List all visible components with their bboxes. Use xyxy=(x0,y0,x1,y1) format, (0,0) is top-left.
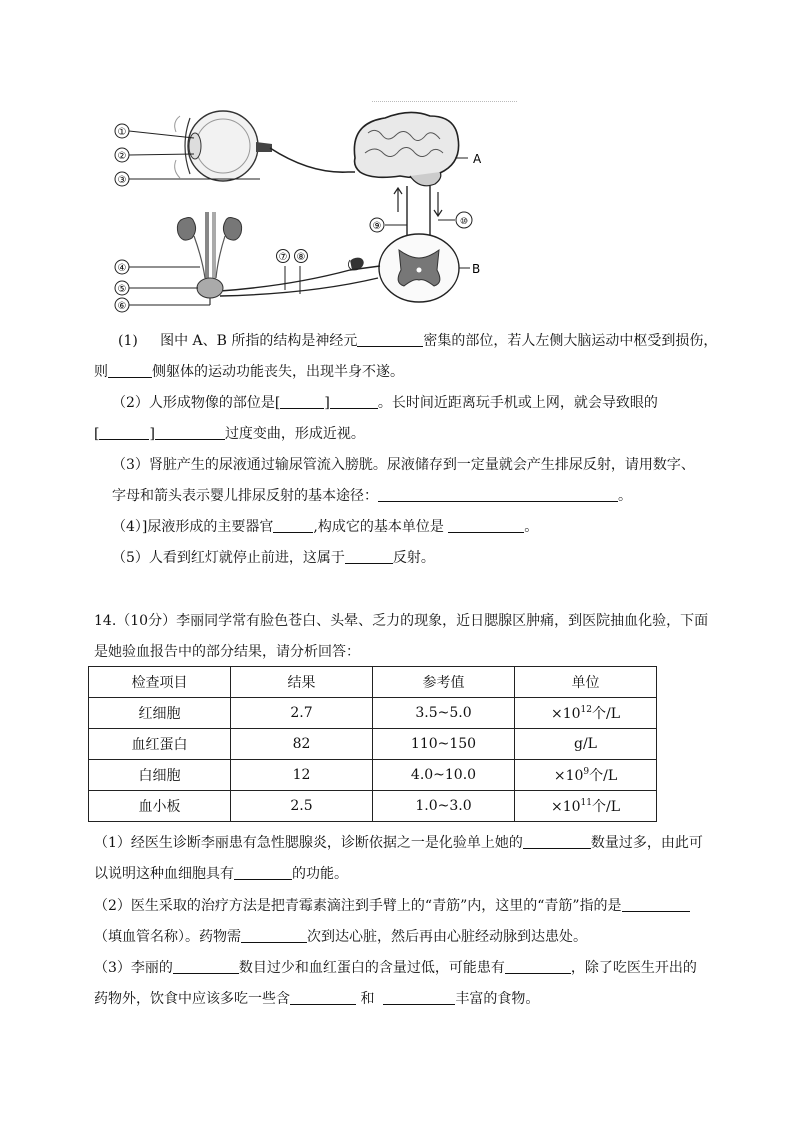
up-arrow-icon xyxy=(394,188,402,212)
q14-part2-line2: （填血管名称）。药物需 次到达心脏，然后再由心脏经动脉到达患处。 xyxy=(94,929,587,945)
unit-cell: g/L xyxy=(515,729,657,760)
answer-blank[interactable] xyxy=(273,517,313,533)
result-cell: 2.7 xyxy=(231,698,373,729)
answer-blank[interactable] xyxy=(173,958,239,974)
answer-blank[interactable] xyxy=(622,896,690,912)
label-2: ② xyxy=(117,151,127,162)
header-cell: 检查项目 xyxy=(89,667,231,698)
answer-blank[interactable] xyxy=(99,424,149,440)
reference-cell: 4.0~10.0 xyxy=(373,760,515,791)
unit-cell: $\times 10^9$个/L xyxy=(515,760,657,791)
label-5: ⑤ xyxy=(117,284,127,295)
blood-test-table xyxy=(88,666,657,822)
answer-blank[interactable] xyxy=(357,331,423,347)
urinary-system-illustration xyxy=(177,212,241,305)
q13-part3-line1: （3）肾脏产生的尿液通过输尿管流入膀胱。尿液储存到一定量就会产生排尿反射，请用数字、 xyxy=(112,457,695,473)
table-header-row xyxy=(89,667,657,698)
answer-blank[interactable] xyxy=(108,362,152,378)
label-B: B xyxy=(472,262,481,276)
q13-part5: （5）人看到红灯就停止前进，这属于 反射。 xyxy=(112,550,435,566)
q13-part3-line2: 字母和箭头表示婴儿排尿反射的基本途径： 。 xyxy=(112,488,632,504)
label-8: ⑧ xyxy=(296,252,306,263)
answer-blank[interactable] xyxy=(383,989,455,1005)
eye-illustration xyxy=(175,111,272,181)
answer-blank[interactable] xyxy=(345,548,393,564)
q14-part1-line1: （1）经医生诊断李丽患有急性腮腺炎，诊断依据之一是化验单上她的 数量过多，由此可 xyxy=(94,835,703,851)
q14-part3-line2: 药物外，饮食中应该多吃一些含 和 丰富的食物。 xyxy=(94,991,540,1007)
answer-blank[interactable] xyxy=(448,517,524,533)
optic-nerve xyxy=(270,148,355,172)
q14-part3-line1: （3）李丽的 数目过少和血红蛋白的含量过低，可能患有 ，除了吃医生开出的 xyxy=(94,960,697,976)
q13-part2-line2: [ ] 过度变曲，形成近视。 xyxy=(94,426,365,442)
item-cell: 红细胞 xyxy=(89,698,231,729)
label-3: ③ xyxy=(117,175,127,186)
reference-cell: 1.0~3.0 xyxy=(373,791,515,822)
table-row xyxy=(89,729,657,760)
down-arrow-icon xyxy=(434,192,442,216)
table-row xyxy=(89,698,657,729)
q14-intro-line1: 14.（10分）李丽同学常有脸色苍白、头晕、乏力的现象，近日腮腺区肿痛，到医院抽血化验，下面 xyxy=(94,613,709,629)
answer-blank[interactable] xyxy=(290,989,356,1005)
q13-part1-line2: 则 侧躯体的运动功能丧失，出现半身不遂。 xyxy=(94,364,404,380)
label-6: ⑥ xyxy=(117,301,127,312)
answer-blank[interactable] xyxy=(505,958,571,974)
reflex-diagram xyxy=(110,108,500,318)
answer-blank[interactable] xyxy=(241,927,307,943)
result-cell: 12 xyxy=(231,760,373,791)
reference-cell: 3.5~5.0 xyxy=(373,698,515,729)
header-cell: 单位 xyxy=(515,667,657,698)
reference-cell: 110~150 xyxy=(373,729,515,760)
result-cell: 82 xyxy=(231,729,373,760)
q13-part1-line1: (1) 图中 A、B 所指的结构是神经元 密集的部位，若人左侧大脑运动中枢受到损伤， xyxy=(118,333,718,349)
label-7: ⑦ xyxy=(278,252,288,263)
answer-blank[interactable] xyxy=(280,393,324,409)
label-9: ⑨ xyxy=(372,221,382,232)
label-1: ① xyxy=(117,127,127,138)
q14-part2-line1: （2）医生采取的治疗方法是把青霉素滴注到手臂上的“青筋”内，这里的“青筋”指的是 xyxy=(94,896,690,916)
unit-cell: $\times 10^{11}$个/L xyxy=(515,791,657,822)
q13-part4: （4）]尿液形成的主要器官 ,构成它的基本单位是 。 xyxy=(112,519,539,535)
unit-cell: $\times 10^{12}$个/L xyxy=(515,698,657,729)
answer-blank[interactable] xyxy=(378,486,618,502)
item-cell: 血小板 xyxy=(89,791,231,822)
spinal-cord-section xyxy=(379,234,470,302)
header-cell: 参考值 xyxy=(373,667,515,698)
table-row xyxy=(89,760,657,791)
q14-part1-line2: 以说明这种血细胞具有 的功能。 xyxy=(94,866,348,882)
q13-part2-line1: （2）人形成物像的部位是[ ] 。长时间近距离玩手机或上网，就会导致眼的 xyxy=(112,395,658,411)
answer-blank[interactable] xyxy=(523,833,591,849)
item-cell: 血红蛋白 xyxy=(89,729,231,760)
q14-intro-line2: 是她验血报告中的部分结果，请分析回答： xyxy=(94,644,360,660)
label-A: A xyxy=(473,152,482,166)
result-cell: 2.5 xyxy=(231,791,373,822)
answer-blank[interactable] xyxy=(155,424,225,440)
answer-blank[interactable] xyxy=(330,393,378,409)
brain-illustration xyxy=(354,112,468,185)
faint-dotted-line xyxy=(372,101,517,103)
header-cell: 结果 xyxy=(231,667,373,698)
answer-blank[interactable] xyxy=(234,864,292,880)
item-cell: 白细胞 xyxy=(89,760,231,791)
label-4: ④ xyxy=(117,263,127,274)
label-10: ⑩ xyxy=(459,217,469,227)
table-row xyxy=(89,791,657,822)
